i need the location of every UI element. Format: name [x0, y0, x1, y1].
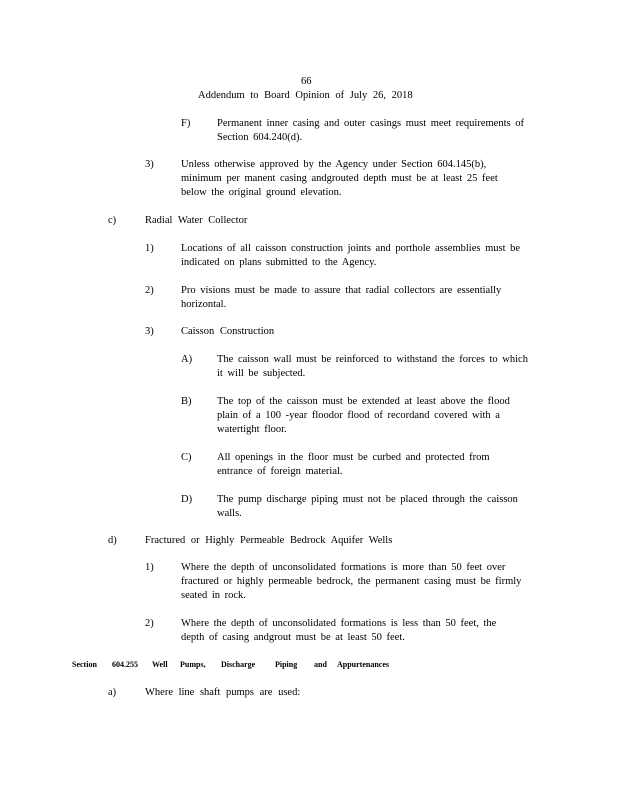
section-heading-word-5: and — [314, 660, 327, 669]
item-label-cD: D) — [181, 494, 193, 505]
item-text-d: Fractured or Highly Permeable Bedrock Aquifer Wells — [145, 535, 393, 546]
item-text-c3: Caisson Construction — [181, 326, 275, 337]
page-subtitle: Addendum to Board Opinion of July 26, 2018 — [198, 90, 413, 101]
section-heading-word-2: Pumps, — [180, 660, 206, 669]
item-text-d2: Where the depth of unconsolidated formations is less than 50 feet, the depth of casing andgrout must be at least 50 feet. — [181, 618, 497, 643]
item-text-cB: The top of the caisson must be extended at least above the flood plain of a 100 -year floodor flood of recordand covered with a watertight floor. — [217, 396, 510, 435]
item-text-c1: Locations of all caisson construction joints and porthole assemblies must be indicated on plans submitted to the Agency. — [181, 243, 521, 268]
item-text-cD: The pump discharge piping must not be placed through the caisson walls. — [217, 494, 518, 519]
item-text-c2: Pro visions must be made to assure that radial collectors are essentially horizontal. — [181, 285, 502, 310]
item-label-d: d) — [108, 535, 117, 546]
item-text-cA: The caisson wall must be reinforced to withstand the forces to which it will be subjected. — [217, 354, 528, 379]
section-heading-number: 604.255 — [112, 660, 138, 669]
item-text-b3: Unless otherwise approved by the Agency under Section 604.145(b), minimum per manent casing andgrouted depth must be at least 25 feet below the original ground elevation. — [181, 159, 498, 198]
item-label-cC: C) — [181, 452, 192, 463]
section-heading-label: Section — [72, 660, 97, 669]
item-text-cC: All openings in the floor must be curbed and protected from entrance of foreign material. — [217, 452, 490, 477]
item-label-cB: B) — [181, 396, 192, 407]
section-heading-word-6: Appurtenances — [337, 660, 390, 669]
item-text-F: Permanent inner casing and outer casings must meet requirements of Section 604.240(d). — [217, 118, 524, 143]
item-label-F: F) — [181, 118, 191, 129]
section-heading-word-1: Well — [152, 660, 168, 669]
item-text-c: Radial Water Collector — [145, 215, 248, 226]
page-number: 66 — [301, 76, 312, 87]
item-label-d2: 2) — [145, 618, 154, 629]
item-label-b3: 3) — [145, 159, 154, 170]
item-text-a: Where line shaft pumps are used: — [145, 687, 301, 698]
item-label-c3: 3) — [145, 326, 154, 337]
item-label-cA: A) — [181, 354, 193, 365]
section-heading-word-3: Discharge — [221, 660, 256, 669]
section-heading-word-4: Piping — [275, 660, 298, 669]
item-label-c1: 1) — [145, 243, 154, 254]
item-label-d1: 1) — [145, 562, 154, 573]
item-text-d1: Where the depth of unconsolidated formations is more than 50 feet over fractured or highly permeable bedrock, the permanent casing must be firmly seated in rock. — [181, 562, 522, 601]
item-label-c2: 2) — [145, 285, 154, 296]
item-label-c: c) — [108, 215, 117, 226]
section-heading — [72, 658, 389, 672]
item-label-a: a) — [108, 687, 117, 698]
